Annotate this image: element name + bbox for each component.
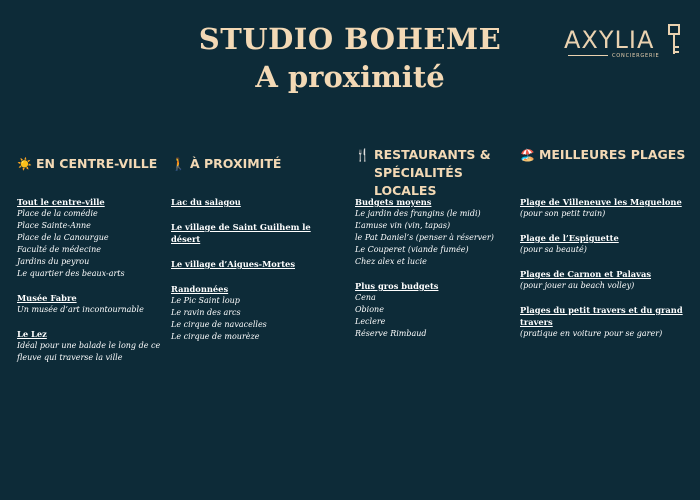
section-line: le Pat Daniel’s (penser à réserver) [355, 233, 494, 242]
section-title[interactable]: Plus gros budgets [355, 281, 439, 291]
list-item [520, 196, 690, 220]
list-item [355, 196, 515, 268]
list-item [520, 268, 690, 292]
column-heading [520, 146, 690, 196]
column-heading [171, 146, 336, 196]
column-heading-label: À PROXIMITÉ [189, 156, 282, 171]
column-heading-label: RESTAURANTS & SPÉCIALITÉS LOCALES [373, 147, 491, 198]
section-title[interactable]: Le village de Saint Guilhem le désert [171, 222, 311, 244]
section-title[interactable]: Le village d’Aigues-Mortes [171, 259, 295, 269]
section-title[interactable]: Randonnées [171, 284, 229, 294]
section-line: Le ravin des arcs [171, 308, 241, 317]
list-item [171, 258, 336, 270]
key-icon [667, 24, 681, 58]
logo-divider [568, 55, 608, 56]
column-plages [520, 146, 690, 352]
section-title[interactable]: Plages de Carnon et Palavas [520, 269, 651, 279]
section-line: Place de la Canourgue [17, 233, 109, 242]
section-title[interactable]: Plage de l’Espiguette [520, 233, 619, 243]
column-heading-label: EN CENTRE-VILLE [35, 156, 158, 171]
list-item [355, 280, 515, 340]
column-restaurants [355, 146, 515, 352]
logo-name: AXYLIA [564, 26, 655, 54]
section-line: (pour sa beauté) [520, 245, 587, 254]
list-item [17, 292, 167, 316]
column-heading [17, 146, 167, 196]
section-line: (pour son petit train) [520, 209, 606, 218]
section-line: fleuve qui traverse la ville [17, 353, 123, 362]
section-line: Chez alex et lucie [355, 257, 427, 266]
section-line: L’amuse vin (vin, tapas) [355, 221, 451, 230]
list-item [17, 196, 167, 280]
section-line: Le cirque de mourèze [171, 332, 260, 341]
section-line: Le jardin des frangins (le midi) [355, 209, 481, 218]
section-line: Le cirque de navacelles [171, 320, 267, 329]
sun-icon: ☀️ [17, 157, 32, 171]
section-title[interactable]: Le Lez [17, 329, 47, 339]
section-title[interactable]: Plages du petit travers et du grand travers [520, 305, 683, 327]
section-line: Le Pic Saint loup [171, 296, 240, 305]
section-line: Obione [355, 305, 384, 314]
logo-subtitle: CONCIERGERIE [612, 53, 660, 59]
section-line: Le quartier des beaux-arts [17, 269, 125, 278]
section-line: Cena [355, 293, 376, 302]
section-line: Leclere [355, 317, 386, 326]
column-heading [355, 146, 515, 196]
section-title[interactable]: Tout le centre-ville [17, 197, 105, 207]
page-title: STUDIO BOHEME [198, 22, 502, 56]
section-line: Un musée d’art incontournable [17, 305, 144, 314]
list-item [520, 232, 690, 256]
axylia-logo [564, 22, 684, 62]
section-line: Place Sainte-Anne [17, 221, 91, 230]
section-title[interactable]: Budgets moyens [355, 197, 432, 207]
section-line: (pratique en voiture pour se garer) [520, 329, 663, 338]
section-line: Faculté de médecine [17, 245, 101, 254]
list-item [171, 196, 336, 208]
section-line: Idéal pour une balade le long de ce [17, 341, 161, 350]
column-heading-label: MEILLEURES PLAGES [538, 147, 686, 162]
section-line: Le Couperet (viande fumée) [355, 245, 469, 254]
section-title[interactable]: Musée Fabre [17, 293, 77, 303]
page-subtitle: A proximité [255, 60, 445, 94]
list-item [520, 304, 690, 340]
beach-icon: 🏖️ [520, 148, 535, 162]
fork-knife-icon: 🍴 [355, 148, 370, 162]
walking-person-icon: 🚶 [171, 157, 186, 171]
section-line: Réserve Rimbaud [355, 329, 427, 338]
column-centre-ville [17, 146, 167, 376]
section-line: Place de la comédie [17, 209, 98, 218]
section-title[interactable]: Plage de Villeneuve les Maguelone [520, 197, 682, 207]
section-line: (pour jouer au beach volley) [520, 281, 635, 290]
section-title[interactable]: Lac du salagou [171, 197, 241, 207]
section-line: Jardins du peyrou [17, 257, 90, 266]
list-item [171, 221, 336, 245]
list-item [171, 283, 336, 343]
column-a-proximite [171, 146, 336, 356]
list-item [17, 328, 167, 364]
